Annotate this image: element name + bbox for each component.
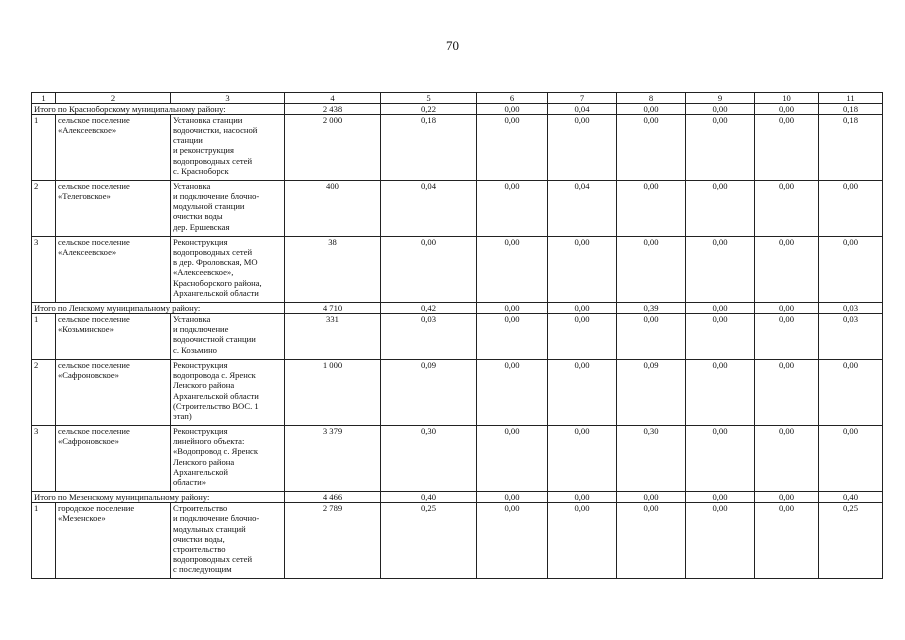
total-value: 0,18	[819, 104, 883, 115]
value-cell: 0,00	[755, 503, 819, 579]
total-value: 0,00	[548, 492, 617, 503]
value-cell: 1 000	[285, 360, 381, 426]
value-cell: 0,00	[755, 115, 819, 181]
column-number: 4	[285, 93, 381, 104]
total-value: 0,00	[477, 104, 548, 115]
value-cell: 0,00	[755, 360, 819, 426]
value-cell: 0,00	[755, 314, 819, 360]
total-value: 0,00	[686, 303, 755, 314]
settlement-cell: сельское поселение «Телеговское»	[56, 181, 171, 237]
value-cell: 0,00	[617, 503, 686, 579]
value-cell: 0,30	[381, 426, 477, 492]
value-cell: 0,00	[548, 115, 617, 181]
object-cell: Реконструкция водопроводных сетей в дер. Фроловская, МО «Алексеевское», Красноборского района, Архангельской области	[171, 237, 285, 303]
value-cell: 0,00	[548, 314, 617, 360]
column-number: 6	[477, 93, 548, 104]
value-cell: 0,30	[617, 426, 686, 492]
table-row	[32, 115, 883, 181]
column-number: 5	[381, 93, 477, 104]
value-cell: 0,25	[381, 503, 477, 579]
value-cell: 0,00	[686, 426, 755, 492]
table-row	[32, 237, 883, 303]
settlement-cell: сельское поселение «Козьминское»	[56, 314, 171, 360]
total-value: 2 438	[285, 104, 381, 115]
value-cell: 2 789	[285, 503, 381, 579]
column-number: 7	[548, 93, 617, 104]
data-table	[31, 92, 883, 579]
settlement-cell: сельское поселение «Сафроновское»	[56, 360, 171, 426]
page-number: 70	[446, 38, 459, 53]
total-value: 0,22	[381, 104, 477, 115]
value-cell: 0,00	[819, 426, 883, 492]
total-value: 0,40	[381, 492, 477, 503]
object-cell: Реконструкция линейного объекта: «Водопровод с. Яренск Ленского района Архангельской области»	[171, 426, 285, 492]
row-number: 1	[32, 314, 56, 360]
district-total-row	[32, 492, 883, 503]
settlement-cell: сельское поселение «Сафроновское»	[56, 426, 171, 492]
total-value: 0,00	[686, 104, 755, 115]
value-cell: 0,00	[819, 360, 883, 426]
row-number: 2	[32, 360, 56, 426]
settlement-cell: сельское поселение «Алексеевское»	[56, 115, 171, 181]
table-row	[32, 503, 883, 579]
column-number: 1	[32, 93, 56, 104]
value-cell: 0,04	[548, 181, 617, 237]
value-cell: 0,00	[755, 426, 819, 492]
total-value: 4 466	[285, 492, 381, 503]
row-number: 3	[32, 426, 56, 492]
district-total-row	[32, 104, 883, 115]
district-total-label: Итого по Ленскому муниципальному району:	[32, 303, 285, 314]
total-value: 0,00	[477, 492, 548, 503]
value-cell: 38	[285, 237, 381, 303]
value-cell: 0,00	[686, 181, 755, 237]
value-cell: 0,00	[617, 115, 686, 181]
value-cell: 0,00	[617, 237, 686, 303]
value-cell: 0,00	[477, 181, 548, 237]
value-cell: 331	[285, 314, 381, 360]
total-value: 0,00	[617, 492, 686, 503]
total-value: 0,39	[617, 303, 686, 314]
table-row	[32, 426, 883, 492]
value-cell: 0,09	[617, 360, 686, 426]
total-value: 0,04	[548, 104, 617, 115]
district-total-label: Итого по Мезенскому муниципальному району:	[32, 492, 285, 503]
value-cell: 0,00	[548, 237, 617, 303]
total-value: 0,00	[755, 303, 819, 314]
column-number: 2	[56, 93, 171, 104]
column-number: 11	[819, 93, 883, 104]
column-number: 9	[686, 93, 755, 104]
value-cell: 0,00	[686, 314, 755, 360]
value-cell: 400	[285, 181, 381, 237]
value-cell: 0,04	[381, 181, 477, 237]
value-cell: 0,25	[819, 503, 883, 579]
total-value: 0,42	[381, 303, 477, 314]
total-value: 0,00	[755, 492, 819, 503]
value-cell: 0,18	[819, 115, 883, 181]
value-cell: 0,18	[381, 115, 477, 181]
value-cell: 0,00	[381, 237, 477, 303]
object-cell: Реконструкция водопровода с. Яренск Ленского района Архангельской области (Строительство ВОС. 1 этап)	[171, 360, 285, 426]
value-cell: 2 000	[285, 115, 381, 181]
total-value: 0,00	[755, 104, 819, 115]
total-value: 4 710	[285, 303, 381, 314]
column-number: 8	[617, 93, 686, 104]
value-cell: 0,00	[477, 503, 548, 579]
value-cell: 0,00	[819, 237, 883, 303]
value-cell: 3 379	[285, 426, 381, 492]
district-total-label: Итого по Красноборскому муниципальному району:	[32, 104, 285, 115]
total-value: 0,00	[686, 492, 755, 503]
value-cell: 0,00	[755, 237, 819, 303]
value-cell: 0,00	[686, 503, 755, 579]
value-cell: 0,00	[477, 360, 548, 426]
value-cell: 0,00	[617, 314, 686, 360]
value-cell: 0,00	[617, 181, 686, 237]
value-cell: 0,00	[548, 360, 617, 426]
object-cell: Установка и подключение блочно- модульной станции очистки воды дер. Ершевская	[171, 181, 285, 237]
value-cell: 0,09	[381, 360, 477, 426]
table-row	[32, 314, 883, 360]
value-cell: 0,00	[686, 360, 755, 426]
settlement-cell: городское поселение «Мезенское»	[56, 503, 171, 579]
district-total-row	[32, 303, 883, 314]
total-value: 0,00	[617, 104, 686, 115]
object-cell: Строительство и подключение блочно- модульных станций очистки воды, строительство водопроводных сетей с последующим	[171, 503, 285, 579]
row-number: 3	[32, 237, 56, 303]
value-cell: 0,00	[548, 503, 617, 579]
value-cell: 0,00	[477, 426, 548, 492]
value-cell: 0,00	[819, 181, 883, 237]
table-row	[32, 181, 883, 237]
column-number: 3	[171, 93, 285, 104]
object-cell: Установка станции водоочистки, насосной станции и реконструкция водопроводных сетей с. Красноборск	[171, 115, 285, 181]
settlement-cell: сельское поселение «Алексеевское»	[56, 237, 171, 303]
table-row	[32, 360, 883, 426]
row-number: 1	[32, 503, 56, 579]
value-cell: 0,00	[548, 426, 617, 492]
total-value: 0,03	[819, 303, 883, 314]
total-value: 0,00	[548, 303, 617, 314]
row-number: 2	[32, 181, 56, 237]
value-cell: 0,00	[477, 115, 548, 181]
value-cell: 0,00	[686, 115, 755, 181]
value-cell: 0,03	[381, 314, 477, 360]
total-value: 0,00	[477, 303, 548, 314]
column-number-row	[32, 93, 883, 104]
value-cell: 0,00	[477, 314, 548, 360]
column-number: 10	[755, 93, 819, 104]
object-cell: Установка и подключение водоочистной станции с. Козьмино	[171, 314, 285, 360]
value-cell: 0,00	[477, 237, 548, 303]
total-value: 0,40	[819, 492, 883, 503]
value-cell: 0,00	[755, 181, 819, 237]
value-cell: 0,03	[819, 314, 883, 360]
value-cell: 0,00	[686, 237, 755, 303]
row-number: 1	[32, 115, 56, 181]
